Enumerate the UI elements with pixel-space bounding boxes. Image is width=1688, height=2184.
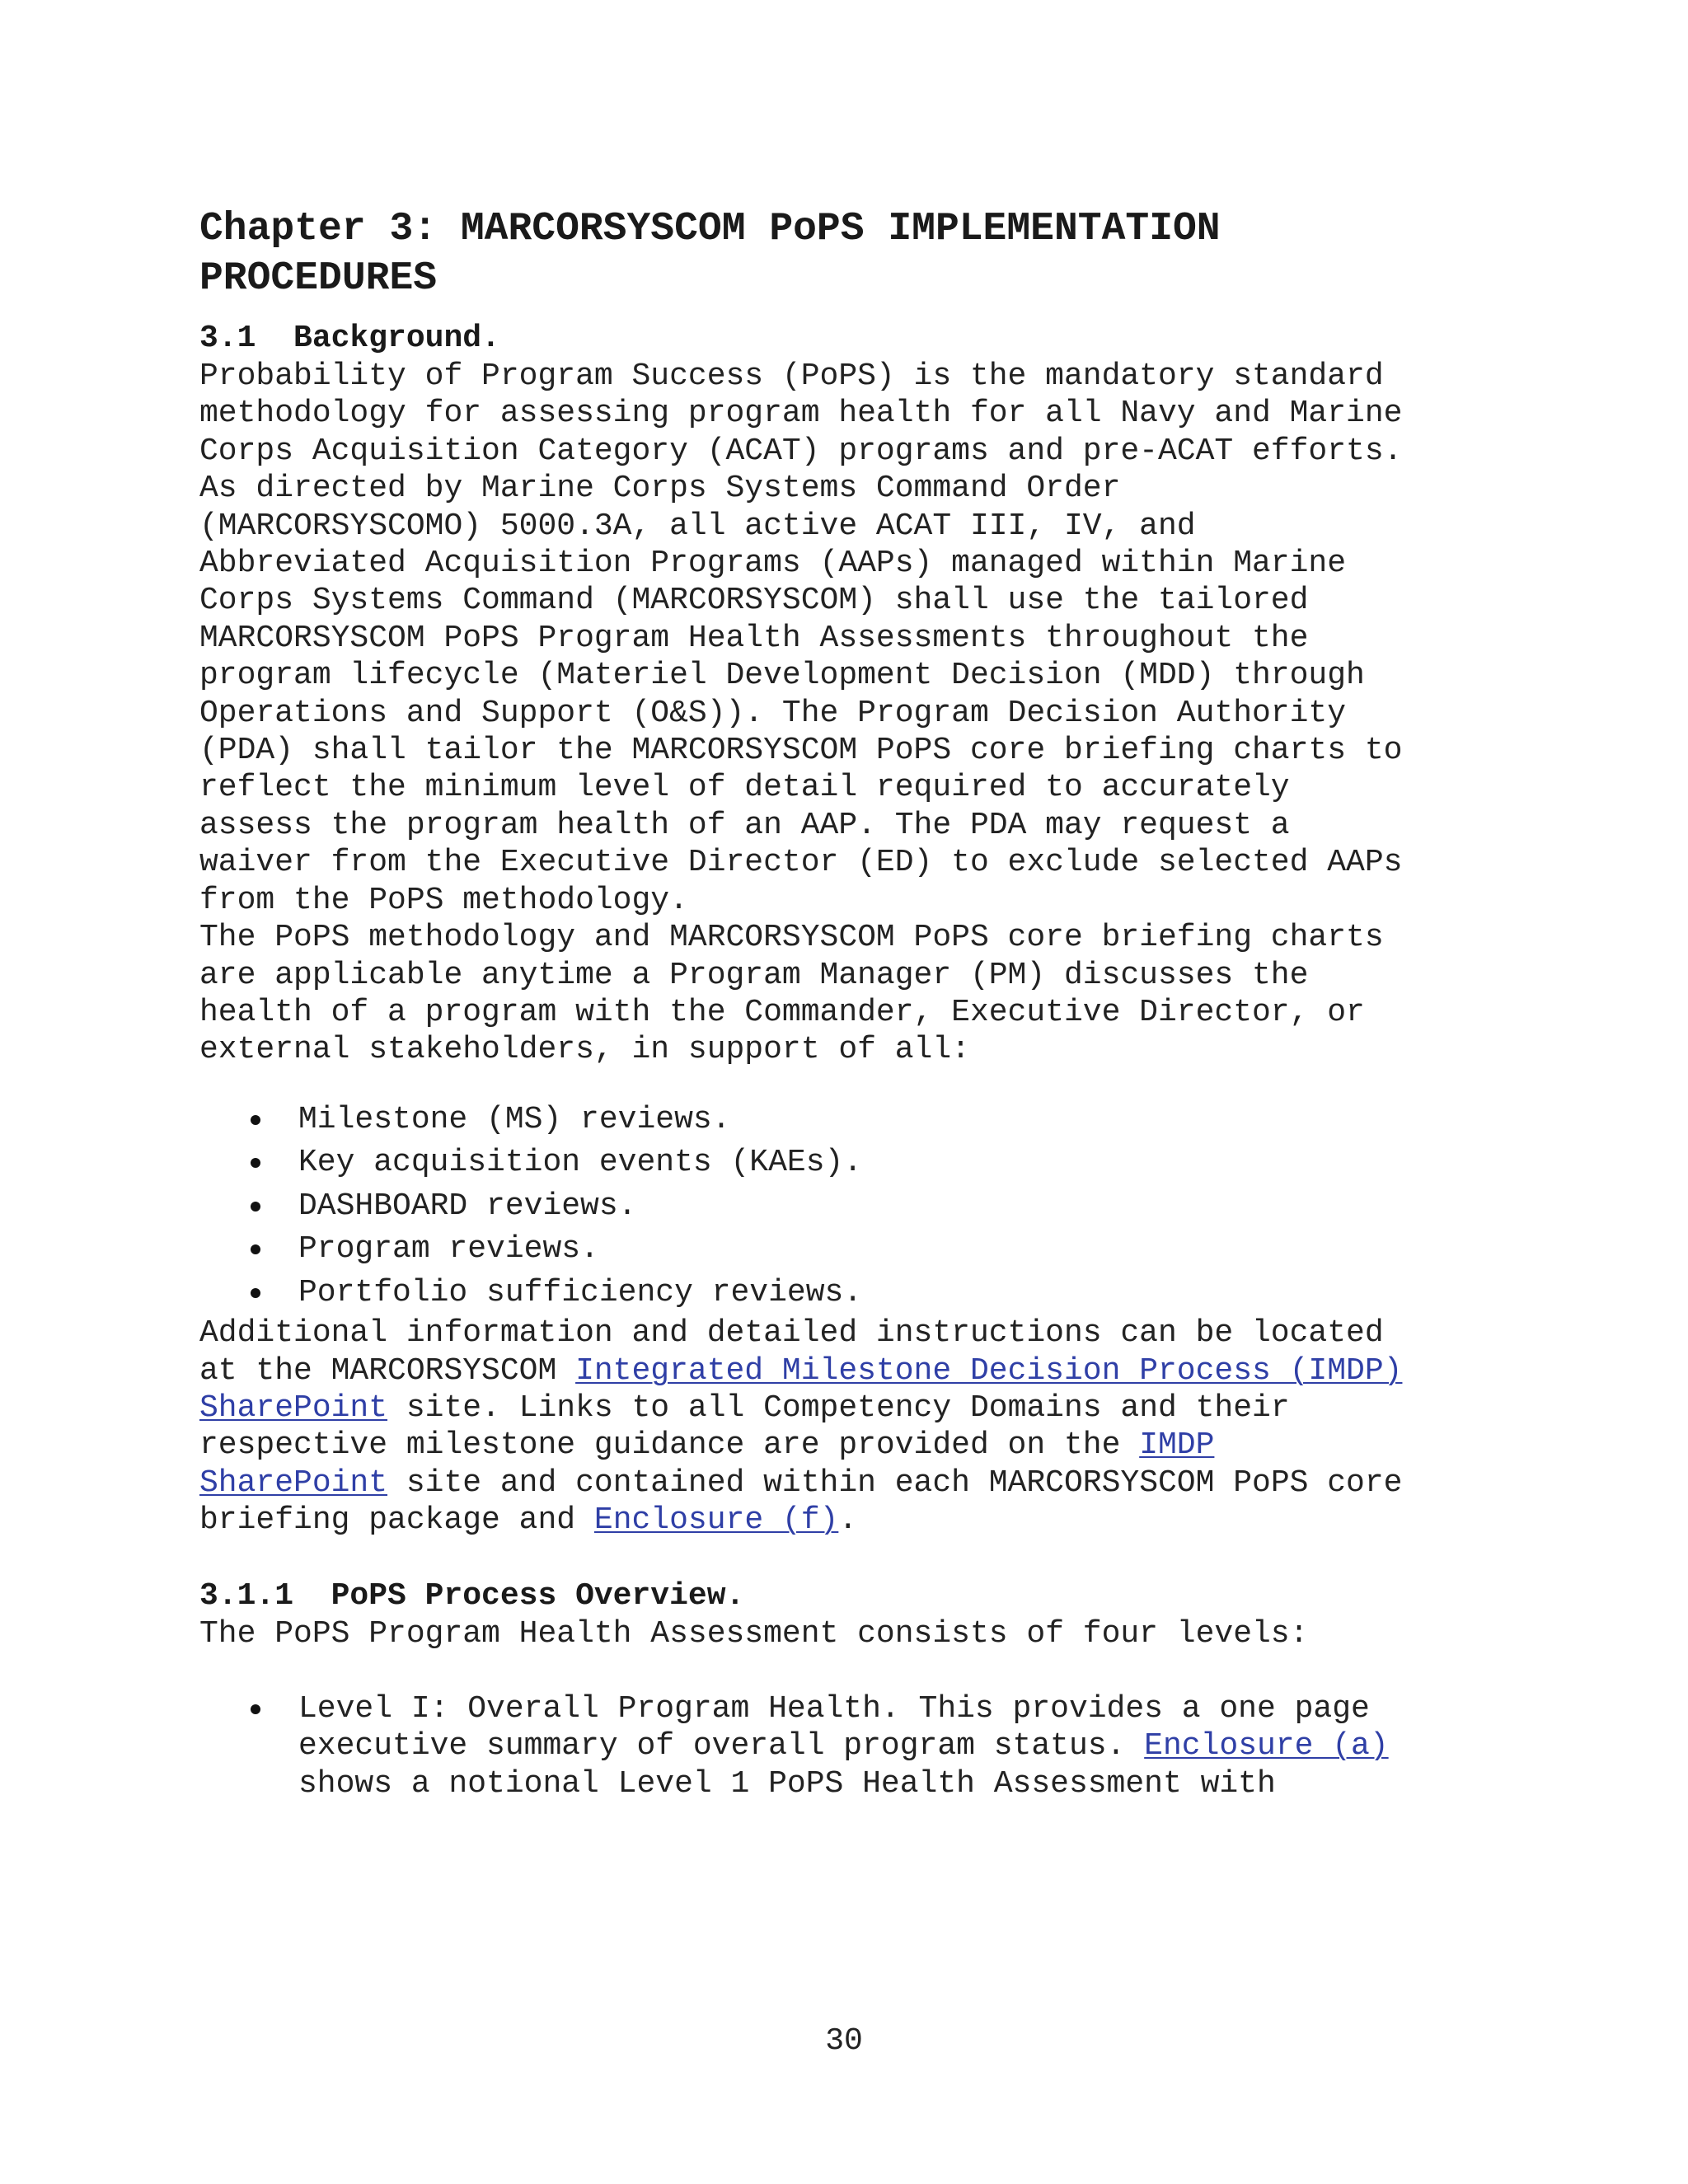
imdp-sharepoint-link[interactable]: Integrated Milestone Decision Process (IMDP) SharePoint [199,1352,1403,1427]
list-item [199,1141,1485,1185]
chapter-title-line-1: Chapter 3: MARCORSYSCOM PoPS IMPLEMENTATION [199,207,1221,251]
list-item-text: Portfolio sufficiency reviews. [298,1274,863,1310]
bullet-icon [251,1115,260,1125]
page-content [199,204,1485,1802]
bullet-icon [251,1244,260,1254]
paragraph-pops-definition: Probability of Program Success (PoPS) is the mandatory standard methodology for assessing program health for all Navy and Marine Corps Acquisition Category (ACAT) programs and pre-ACAT efforts. [199,359,1403,469]
paragraph-applicability: The PoPS methodology and MARCORSYSCOM PoPS core briefing charts are applicable anytime a Program Manager (PM) discusses the health of a program with the Commander, Executive Director, or external stakeholders, in support of all: [199,920,1384,1068]
enclosure-a-link[interactable]: Enclosure (a) [1144,1728,1389,1765]
additional-text-2: site. Links to all Competency Domains and their respective milestone guidance are provided on the [199,1390,1290,1464]
section-heading-3-1: 3.1 Background. [199,321,500,356]
list-item-text: DASHBOARD reviews. [298,1188,637,1224]
chapter-title-line-2: PROCEDURES [199,256,438,301]
list-item-text: Program reviews. [298,1231,599,1268]
section-heading-3-1-1: 3.1.1 PoPS Process Overview. [199,1577,745,1614]
paragraph-additional-info [199,1315,1485,1539]
imdp-sharepoint-link-2[interactable]: IMDP SharePoint [199,1427,1215,1501]
list-item-text: Milestone (MS) reviews. [298,1101,731,1137]
bullet-icon [251,1704,260,1714]
paragraph-directive: As directed by Marine Corps Systems Command Order (MARCORSYSCOMO) 5000.3A, all active ACAT III, IV, and Abbreviated Acquisition Programs (AAPs) managed within Marine Corps Systems Command (MARCORSYSCOM) shall use the tailored MARCORSYSCOM PoPS Program Health Assessments throughout the program lifecycle (Materiel Development Decision (MDD) through Operations and Support (O&S)). The Program Decision Authority (PDA) shall tailor the MARCORSYSCOM PoPS core briefing charts to reflect the minimum level of detail required to accurately assess the program health of an AAP. The PDA may request a waiver from the Executive Director (ED) to exclude selected AAPs from the PoPS methodology. [199,471,1403,918]
additional-text-4: . [838,1502,858,1539]
levels-bullet-list [199,1690,1485,1802]
bullet-icon [251,1158,260,1168]
additional-text-1: Additional information and detailed instructions can be located at the MARCORSYSCOM [199,1315,1384,1389]
additional-text-3: site and contained within each MARCORSYSCOM PoPS core briefing package and [199,1465,1403,1539]
list-item [199,1690,1485,1802]
level-1-text-1: Level I: Overall Program Health. This provides a one page executive summary of overall program status. [298,1691,1370,1765]
chapter-title [199,204,1485,303]
bullet-icon [251,1288,260,1298]
list-item [199,1185,1485,1229]
list-item [199,1099,1485,1142]
list-item-text: Key acquisition events (KAEs). [298,1145,863,1181]
review-bullet-list [199,1099,1485,1315]
list-item [199,1272,1485,1315]
page-number: 30 [825,2023,863,2059]
enclosure-f-link[interactable]: Enclosure (f) [593,1502,839,1539]
paragraph-four-levels: The PoPS Program Health Assessment consists of four levels: [199,1615,1309,1652]
bullet-icon [251,1202,260,1212]
list-item [199,1228,1485,1272]
level-1-text-2: shows a notional Level 1 PoPS Health Assessment with [298,1765,1276,1802]
